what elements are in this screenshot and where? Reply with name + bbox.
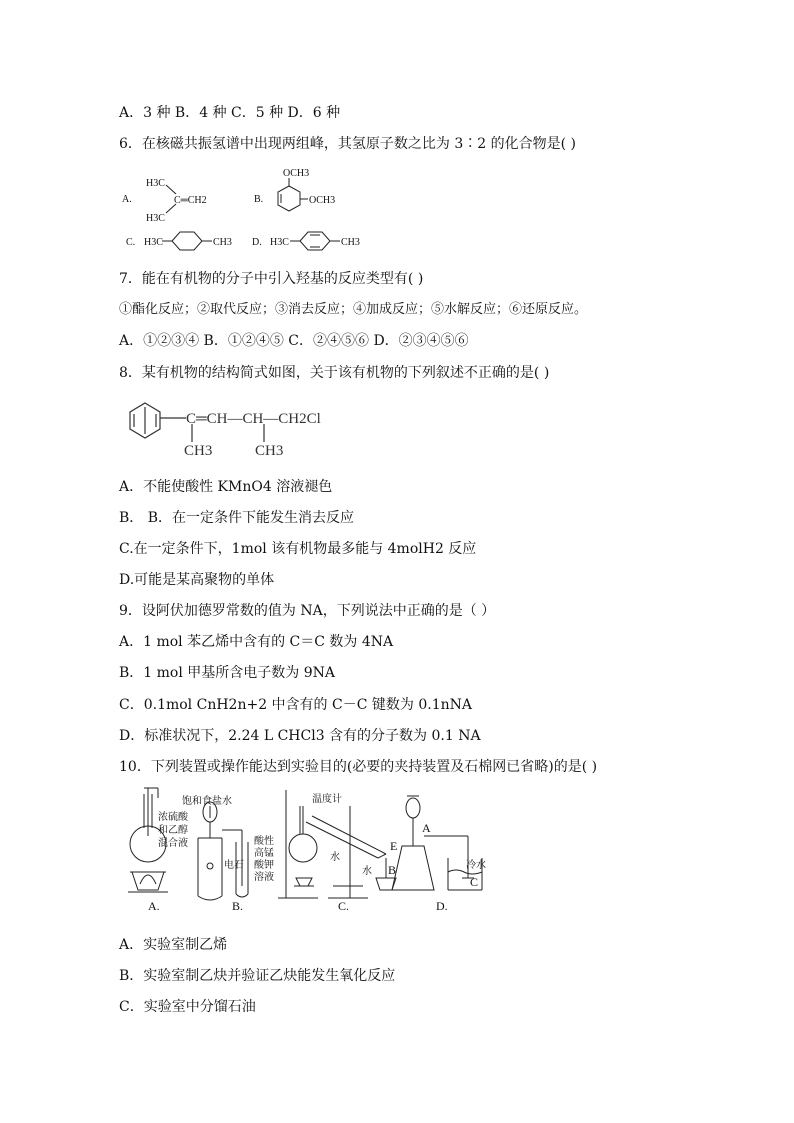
q6-a-h3c-top: H3C — [146, 178, 165, 189]
q10-apparatus-figure — [118, 786, 498, 916]
q10-figure-label-a: A. — [148, 899, 160, 913]
q6-d-left: H3C — [270, 237, 289, 248]
q10-stem: 10．下列装置或操作能达到实验目的(必要的夹持装置及石棉网已省略)的是( ) — [119, 759, 598, 775]
q10-a-reagent-1: 浓硫酸 — [158, 812, 188, 823]
q6-a-h3c-bottom: H3C — [146, 213, 165, 224]
q10-d-label-a: A — [422, 821, 431, 835]
q7-stem: 7．能在有机物的分子中引入羟基的反应类型有( ) — [119, 271, 424, 287]
q9-option-d: D．标准状况下，2.24 L CHCl3 含有的分子数为 0.1 NA — [119, 728, 481, 744]
q10-c-thermometer: 温度计 — [312, 794, 342, 805]
q8-chain: C═CH—CH—CH2Cl — [186, 411, 321, 427]
q10-b-top: 饱和食盐水 — [182, 796, 232, 807]
q6-option-d-label: D. — [252, 237, 262, 248]
q10-d-cold-water: 冷水 — [466, 860, 486, 871]
q8-stem: 8．某有机物的结构简式如图，关于该有机物的下列叙述不正确的是( ) — [119, 365, 550, 381]
q6-d-right: CH3 — [341, 237, 360, 248]
q10-option-c: C．实验室中分馏石油 — [119, 999, 256, 1015]
q7-options: A．①②③④ B．①②④⑤ C．②④⑤⑥ D．②③④⑤⑥ — [119, 333, 469, 349]
q8-ch3-right: CH3 — [255, 443, 284, 459]
q6-structures-figure — [120, 166, 360, 254]
q9-option-c: C．0.1mol CnH2n+2 中含有的 C－C 键数为 0.1nNA — [119, 697, 472, 713]
q6-b-och3-right: OCH3 — [309, 195, 336, 206]
q6-a-ch2: C═CH2 — [174, 195, 207, 206]
q9-option-a: A．1 mol 苯乙烯中含有的 C＝C 数为 4NA — [119, 634, 394, 650]
q6-option-c-label: C. — [126, 237, 136, 248]
q10-d-label-b: B — [388, 863, 397, 877]
q8-option-d: D.可能是某高聚物的单体 — [119, 572, 275, 588]
q6-option-b-label: B. — [254, 194, 264, 205]
q6-c-left: H3C — [144, 237, 163, 248]
q10-b-solution-2: 高锰 — [254, 848, 274, 859]
q10-b-solution-4: 溶液 — [254, 872, 274, 883]
q10-figure-label-b: B. — [232, 899, 244, 913]
q10-figure-label-c: C. — [338, 899, 350, 913]
q8-option-b: B． B．在一定条件下能发生消去反应 — [119, 510, 355, 526]
q6-c-right: CH3 — [213, 237, 232, 248]
q8-structure-figure — [120, 396, 350, 460]
q6-option-a-label: A. — [122, 194, 132, 205]
q10-b-solid: 电石 — [224, 860, 244, 871]
q7-list: ①酯化反应；②取代反应；③消去反应；④加成反应；⑤水解反应；⑥还原反应。 — [119, 302, 588, 317]
q10-b-solution-3: 酸钾 — [254, 860, 274, 871]
q8-option-c: C.在一定条件下，1mol 该有机物最多能与 4molH2 反应 — [119, 541, 477, 557]
q6-stem: 6．在核磁共振氢谱中出现两组峰，其氢原子数之比为 3∶2 的化合物是( ) — [119, 136, 576, 152]
q10-c-water-1: 水 — [330, 852, 340, 863]
q10-option-b: B．实验室制乙炔并验证乙炔能发生氧化反应 — [119, 968, 396, 984]
q6-b-och3-top: OCH3 — [283, 168, 310, 179]
q10-d-label-c: C — [470, 875, 479, 889]
q10-a-reagent-3: 混合液 — [158, 838, 188, 849]
q10-d-label-e: E — [390, 839, 398, 853]
q10-b-solution-1: 酸性 — [254, 836, 274, 847]
q8-option-a: A．不能使酸性 KMnO4 溶液褪色 — [119, 479, 333, 495]
q5-options: A．3 种 B．4 种 C．5 种 D．6 种 — [119, 105, 341, 121]
q10-figure-label-d: D. — [436, 899, 448, 913]
q8-ch3-left: CH3 — [184, 443, 213, 459]
q10-c-water-2: 水 — [362, 866, 372, 877]
q9-stem: 9．设阿伏加德罗常数的值为 NA，下列说法中正确的是（ ） — [119, 603, 496, 619]
q10-option-a: A．实验室制乙烯 — [119, 937, 228, 953]
q9-option-b: B．1 mol 甲基所含电子数为 9NA — [119, 665, 335, 681]
q10-a-reagent-2: 和乙醇 — [158, 825, 188, 836]
